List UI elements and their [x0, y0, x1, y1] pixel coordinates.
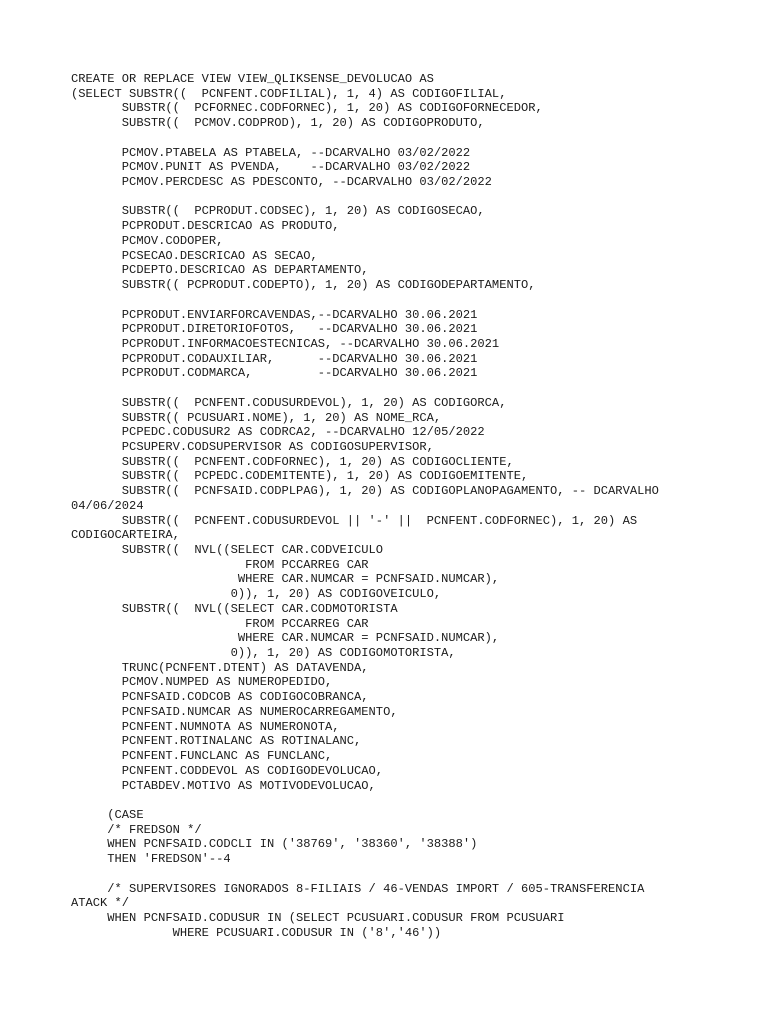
- code-line: PCMOV.NUMPED AS NUMEROPEDIDO,: [71, 675, 333, 690]
- code-line: SUBSTR(( PCNFENT.CODUSURDEVOL), 1, 20) AS CODIGORCA,: [71, 395, 507, 410]
- code-line: SUBSTR(( PCNFENT.CODFORNEC), 1, 20) AS CODIGOCLIENTE,: [71, 454, 514, 469]
- code-line: PCMOV.PERCDESC AS PDESCONTO, --DCARVALHO 03/02/2022: [71, 175, 492, 190]
- code-line: PCMOV.CODOPER,: [71, 233, 224, 248]
- code-line: SUBSTR(( PCPEDC.CODEMITENTE), 1, 20) AS CODIGOEMITENTE,: [71, 469, 529, 484]
- code-line: PCPRODUT.ENVIARFORCAVENDAS,--DCARVALHO 30.06.2021: [71, 307, 478, 322]
- code-line: [71, 867, 761, 882]
- sql-code-block: [71, 72, 761, 940]
- code-line: PCTABDEV.MOTIVO AS MOTIVODEVOLUCAO,: [71, 778, 376, 793]
- code-line: CREATE OR REPLACE VIEW VIEW_QLIKSENSE_DEVOLUCAO AS: [71, 72, 434, 86]
- code-line: PCNFSAID.CODCOB AS CODIGOCOBRANCA,: [71, 690, 369, 705]
- code-line: (CASE: [71, 807, 144, 822]
- code-line: /* SUPERVISORES IGNORADOS 8-FILIAIS / 46-VENDAS IMPORT / 605-TRANSFERENCIA: [71, 881, 645, 896]
- code-line: PCDEPTO.DESCRICAO AS DEPARTAMENTO,: [71, 263, 369, 278]
- code-line: [71, 293, 761, 308]
- code-line: PCNFENT.CODDEVOL AS CODIGODEVOLUCAO,: [71, 763, 384, 778]
- code-line: PCNFENT.FUNCLANC AS FUNCLANC,: [71, 749, 333, 764]
- code-line: THEN 'FREDSON'--4: [71, 852, 231, 867]
- code-line: FROM PCCARREG CAR: [71, 616, 369, 631]
- code-line: PCPEDC.CODUSUR2 AS CODRCA2, --DCARVALHO 12/05/2022: [71, 425, 485, 440]
- code-line: SUBSTR(( PCUSUARI.NOME), 1, 20) AS NOME_RCA,: [71, 410, 442, 425]
- code-line: PCNFENT.ROTINALANC AS ROTINALANC,: [71, 734, 362, 749]
- code-line: WHERE CAR.NUMCAR = PCNFSAID.NUMCAR),: [71, 572, 500, 587]
- code-line: [71, 131, 761, 146]
- code-line: WHERE PCUSUARI.CODUSUR IN ('8','46')): [71, 925, 442, 940]
- code-line: ATACK */: [71, 896, 130, 911]
- code-line: SUBSTR(( PCFORNEC.CODFORNEC), 1, 20) AS CODIGOFORNECEDOR,: [71, 101, 543, 116]
- code-line: [71, 190, 761, 205]
- code-line: SUBSTR(( NVL((SELECT CAR.CODVEICULO: [71, 543, 384, 557]
- code-line: FROM PCCARREG CAR: [71, 557, 369, 572]
- code-line: (SELECT SUBSTR(( PCNFENT.CODFILIAL), 1, 4) AS CODIGOFILIAL,: [71, 86, 507, 101]
- code-line: SUBSTR(( PCNFSAID.CODPLPAG), 1, 20) AS CODIGOPLANOPAGAMENTO, -- DCARVALHO: [71, 484, 659, 499]
- code-line: WHERE CAR.NUMCAR = PCNFSAID.NUMCAR),: [71, 631, 500, 646]
- code-line: PCPRODUT.INFORMACOESTECNICAS, --DCARVALHO 30.06.2021: [71, 336, 500, 351]
- code-line: CODIGOCARTEIRA,: [71, 528, 180, 543]
- code-line: SUBSTR(( PCMOV.CODPROD), 1, 20) AS CODIGOPRODUTO,: [71, 116, 485, 131]
- code-line: PCNFENT.NUMNOTA AS NUMERONOTA,: [71, 719, 340, 734]
- code-line: 0)), 1, 20) AS CODIGOMOTORISTA,: [71, 646, 456, 661]
- code-line: 0)), 1, 20) AS CODIGOVEICULO,: [71, 587, 442, 602]
- code-line: PCMOV.PUNIT AS PVENDA, --DCARVALHO 03/02/2022: [71, 160, 471, 175]
- code-line: WHEN PCNFSAID.CODUSUR IN (SELECT PCUSUARI.CODUSUR FROM PCUSUARI: [71, 910, 565, 925]
- code-line: TRUNC(PCNFENT.DTENT) AS DATAVENDA,: [71, 660, 369, 675]
- code-line: SUBSTR(( PCNFENT.CODUSURDEVOL || '-' || PCNFENT.CODFORNEC), 1, 20) AS: [71, 513, 638, 528]
- code-line: PCSUPERV.CODSUPERVISOR AS CODIGOSUPERVISOR,: [71, 439, 434, 454]
- code-line: SUBSTR(( PCPRODUT.CODEPTO), 1, 20) AS CODIGODEPARTAMENTO,: [71, 278, 536, 293]
- code-line: PCPRODUT.CODAUXILIAR, --DCARVALHO 30.06.2021: [71, 351, 478, 366]
- code-line: WHEN PCNFSAID.CODCLI IN ('38769', '38360', '38388'): [71, 837, 478, 852]
- code-line: PCSECAO.DESCRICAO AS SECAO,: [71, 248, 318, 263]
- code-line: /* FREDSON */: [71, 822, 202, 837]
- code-line: PCNFSAID.NUMCAR AS NUMEROCARREGAMENTO,: [71, 704, 398, 719]
- code-line: PCPRODUT.DESCRICAO AS PRODUTO,: [71, 219, 340, 234]
- code-line: [71, 381, 761, 396]
- code-line: [71, 793, 761, 808]
- code-line: SUBSTR(( PCPRODUT.CODSEC), 1, 20) AS CODIGOSECAO,: [71, 204, 485, 219]
- code-line: SUBSTR(( NVL((SELECT CAR.CODMOTORISTA: [71, 601, 398, 616]
- code-line: PCPRODUT.DIRETORIOFOTOS, --DCARVALHO 30.06.2021: [71, 322, 478, 337]
- code-line: PCPRODUT.CODMARCA, --DCARVALHO 30.06.2021: [71, 366, 478, 381]
- code-line: PCMOV.PTABELA AS PTABELA, --DCARVALHO 03/02/2022: [71, 145, 471, 160]
- code-line: 04/06/2024: [71, 498, 144, 513]
